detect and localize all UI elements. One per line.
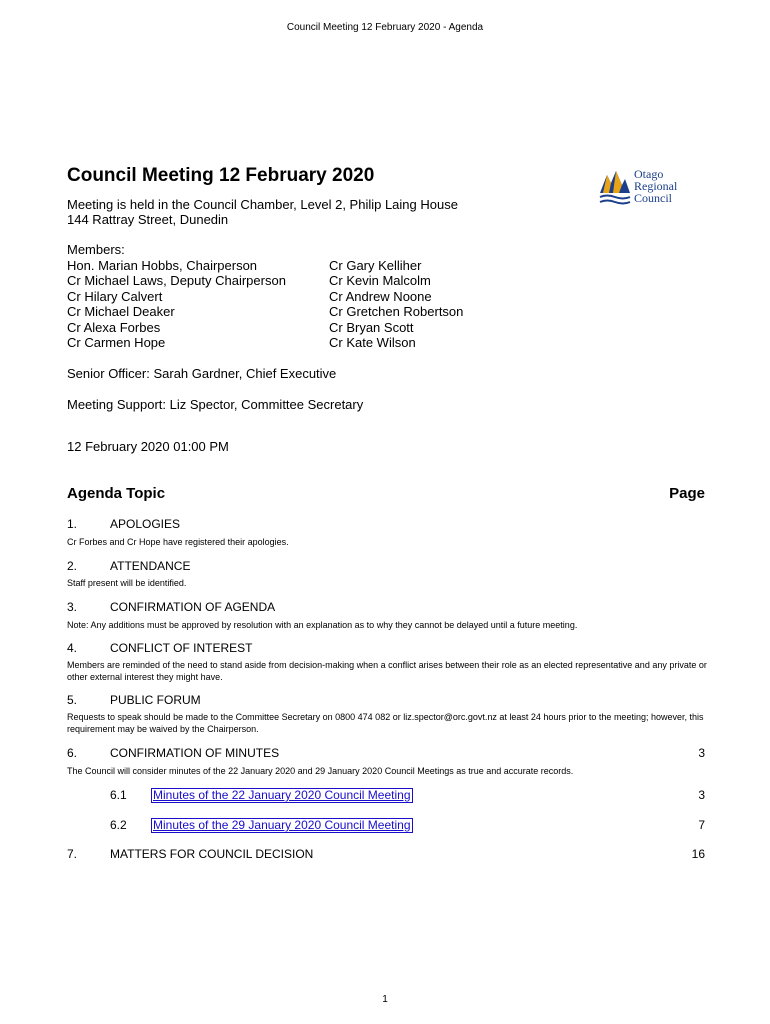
- agenda-item-topic: PUBLIC FORUM: [110, 693, 201, 707]
- logo-text-line1: Otago: [634, 167, 664, 181]
- member: Cr Carmen Hope: [67, 335, 166, 351]
- agenda-subitem-page: 7: [698, 818, 705, 832]
- members-list-right: [329, 258, 463, 350]
- agenda-item-description: Note: Any additions must be approved by resolution with an explanation as to why they cannot be delayed until a future meeting.: [67, 620, 578, 630]
- member: Cr Gretchen Robertson: [329, 304, 464, 320]
- agenda-subitem-number: 6.1: [110, 788, 127, 802]
- members-label: Members:: [67, 242, 125, 257]
- minutes-29-january-link[interactable]: Minutes of the 29 January 2020 Council Meeting: [153, 818, 411, 832]
- agenda-item-topic: CONFIRMATION OF MINUTES: [110, 746, 280, 760]
- agenda-item-page: 3: [698, 746, 705, 760]
- agenda-topic-header: Agenda Topic: [67, 485, 166, 502]
- agenda-item-description: Cr Forbes and Cr Hope have registered their apologies.: [67, 537, 289, 547]
- agenda-item-number: 2.: [67, 559, 78, 573]
- agenda-item-number: 6.: [67, 746, 78, 760]
- agenda-item-number: 1.: [67, 517, 78, 531]
- member: Cr Hilary Calvert: [67, 288, 163, 304]
- location-line-2: 144 Rattray Street, Dunedin: [67, 212, 229, 227]
- member: Hon. Marian Hobbs, Chairperson: [67, 258, 258, 273]
- member: Cr Michael Laws, Deputy Chairperson: [67, 273, 286, 289]
- senior-officer: Senior Officer: Sarah Gardner, Chief Executive: [67, 366, 337, 381]
- page-number: 1: [382, 994, 388, 1005]
- logo-mountain-icon: [598, 167, 632, 207]
- logo-text-line2: Regional: [634, 179, 678, 193]
- page-title: Council Meeting 12 February 2020: [67, 165, 375, 186]
- agenda-item-description: Requests to speak should be made to the Committee Secretary on 0800 474 082 or liz.spector@orc.govt.nz at least 24 hours prior to the meeting; however, this requirement may be waived by the Chairperson.: [67, 712, 704, 734]
- minutes-22-january-link[interactable]: Minutes of the 22 January 2020 Council Meeting: [153, 788, 411, 802]
- agenda-item-number: 5.: [67, 693, 78, 707]
- member: Cr Kate Wilson: [329, 335, 416, 351]
- agenda-item-topic: CONFLICT OF INTEREST: [110, 641, 253, 655]
- agenda-item-topic: MATTERS FOR COUNCIL DECISION: [110, 847, 314, 861]
- running-header: Council Meeting 12 February 2020 - Agenda: [286, 22, 484, 33]
- member: Cr Alexa Forbes: [67, 319, 161, 335]
- agenda-item-number: 4.: [67, 641, 78, 655]
- agenda-item-number: 3.: [67, 600, 78, 614]
- agenda-item-description: Staff present will be identified.: [67, 578, 187, 588]
- agenda-item-description: Members are reminded of the need to stand aside from decision-making when a conflict arises between their role as an elected representative and any private or other external interest they might have.: [67, 660, 707, 682]
- location-line-1: Meeting is held in the Council Chamber, Level 2, Philip Laing House: [67, 197, 458, 212]
- agenda-item-topic: CONFIRMATION OF AGENDA: [110, 600, 276, 614]
- agenda-item-number: 7.: [67, 847, 78, 861]
- member: Cr Gary Kelliher: [329, 258, 422, 273]
- member: Cr Bryan Scott: [329, 319, 414, 335]
- agenda-item-description: The Council will consider minutes of the 22 January 2020 and 29 January 2020 Council Meetings as true and accurate records.: [67, 766, 574, 776]
- member: Cr Michael Deaker: [67, 304, 175, 320]
- meeting-datetime: 12 February 2020 01:00 PM: [67, 439, 229, 454]
- logo-text-line3: Council: [634, 191, 672, 205]
- member: Cr Andrew Noone: [329, 288, 432, 304]
- member: Cr Kevin Malcolm: [329, 273, 431, 289]
- agenda-subitem-page: 3: [698, 788, 705, 802]
- agenda-item-page: 16: [691, 847, 705, 861]
- agenda-item-topic: APOLOGIES: [110, 517, 181, 531]
- otago-regional-council-logo: [598, 165, 698, 213]
- members-list-left: [67, 258, 286, 350]
- meeting-support: Meeting Support: Liz Spector, Committee Secretary: [67, 397, 364, 412]
- agenda-item-topic: ATTENDANCE: [110, 559, 191, 573]
- agenda-page-header: Page: [669, 485, 705, 502]
- agenda-subitem-number: 6.2: [110, 818, 127, 832]
